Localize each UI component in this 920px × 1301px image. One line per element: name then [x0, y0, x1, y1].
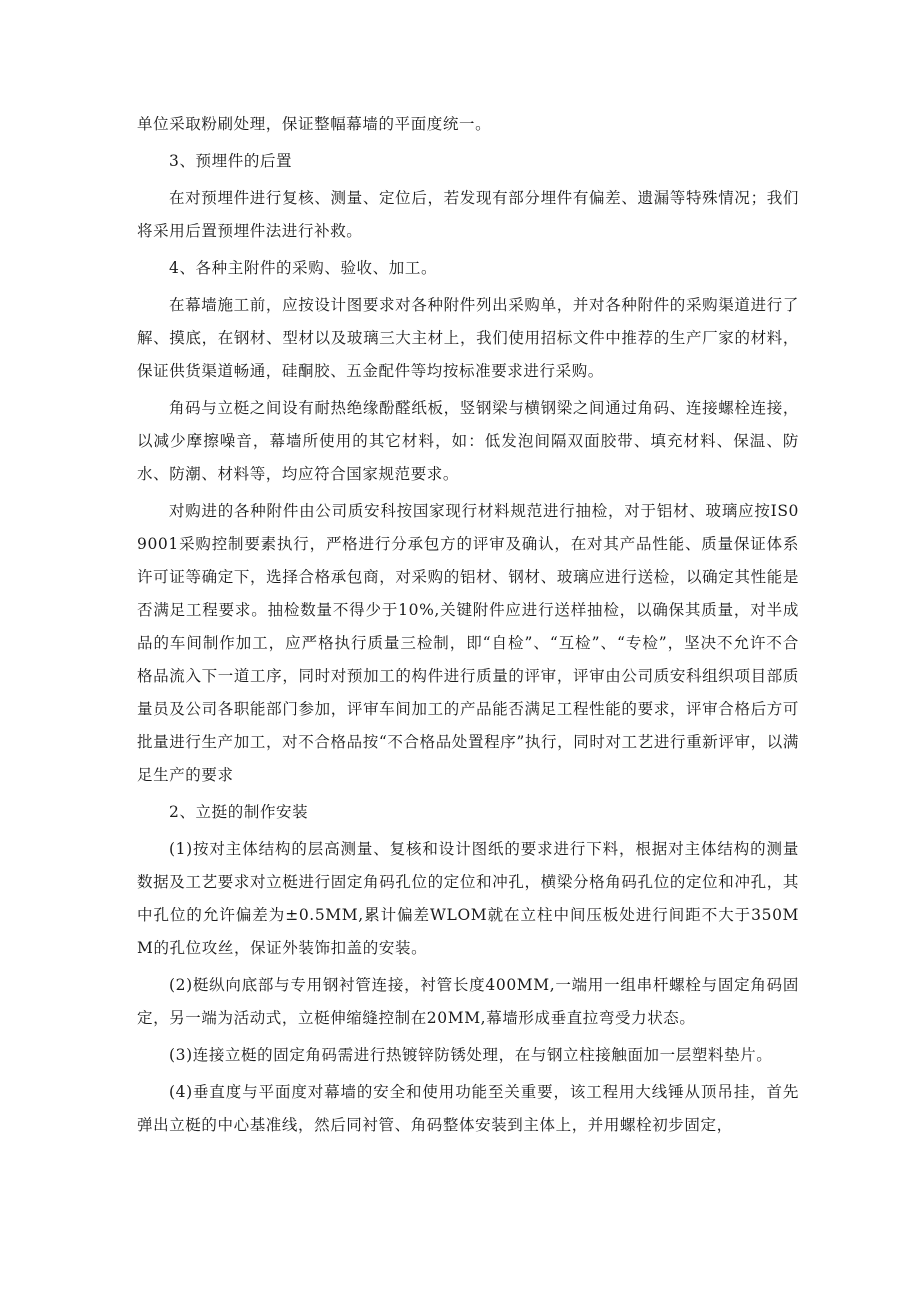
heading-procurement: 4、各种主附件的采购、验收、加工。 — [169, 259, 438, 277]
paragraph-step-2: (2)梃纵向底部与专用钢衬管连接，衬管长度400MM,一端用一组串杆螺栓与固定角码固定，另一端为活动式，立梃伸缩缝控制在20MM,幕墙形成垂直拉弯受力状态。 — [137, 976, 799, 1027]
heading-mullion-install: 2、立挺的制作安装 — [169, 803, 309, 821]
paragraph-embedded-parts: 在对预埋件进行复核、测量、定位后，若发现有部分埋件有偏差、遗漏等特殊情况；我们将采用后置预埋件法进行补救。 — [137, 189, 799, 240]
paragraph-step-1: (1)按对主体结构的层高测量、复核和设计图纸的要求进行下料，根据对主体结构的测量数据及工艺要求对立梃进行固定角码孔位的定位和冲孔，横梁分格角码孔位的定位和冲孔，其中孔位的允许偏差为±0.5MM,累计偏差WLOM就在立柱中间压板处进行间距不大于350MM的孔位攻丝，保证外装饰扣盖的安装。 — [137, 840, 799, 957]
body-text — [137, 108, 799, 1142]
paragraph-step-4: (4)垂直度与平面度对幕墙的安全和使用功能至关重要，该工程用大线锤从顶吊挂，首先弹出立梃的中心基准线，然后同衬管、角码整体安装到主体上，并用螺栓初步固定， — [137, 1083, 799, 1134]
paragraph-continuation: 单位采取粉刷处理，保证整幅幕墙的平面度统一。 — [137, 115, 492, 133]
paragraph-procurement: 在幕墙施工前，应按设计图要求对各种附件列出采购单，并对各种附件的采购渠道进行了解、摸底，在钢材、型材以及玻璃三大主材上，我们使用招标文件中推荐的生产厂家的材料，保证供货渠道畅通，硅酮胶、五金配件等均按标准要求进行采购。 — [137, 296, 799, 380]
paragraph-inspection: 对购进的各种附件由公司质安科按国家现行材料规范进行抽检，对于铝材、玻璃应按IS09001采购控制要素执行，严格进行分承包方的评审及确认，在对其产品性能、质量保证体系许可证等确定下，选择合格承包商，对采购的铝材、钢材、玻璃应进行送检，以确定其性能是否满足工程要求。抽检数量不得少于10%,关键附件应进行送样抽检，以确保其质量，对半成品的车间制作加工，应严格执行质量三检制，即“自检”、“互检”、“专检”，坚决不允许不合格品流入下一道工序，同时对预加工的构件进行质量的评审，评审由公司质安科组织项目部质量员及公司各职能部门参加，评审车间加工的产品能否满足工程性能的要求，评审合格后方可批量进行生产加工，对不合格品按“不合格品处置程序”执行，同时对工艺进行重新评审，以满足生产的要求 — [137, 502, 799, 784]
heading-embedded-parts: 3、预埋件的后置 — [169, 152, 293, 170]
paragraph-step-3: (3)连接立梃的固定角码需进行热镀锌防锈处理，在与钢立柱接触面加一层塑料垫片。 — [169, 1046, 773, 1064]
paragraph-insulation: 角码与立梃之间设有耐热绝缘酚醛纸板，竖钢梁与横钢梁之间通过角码、连接螺栓连接，以减少摩擦噪音，幕墙所使用的其它材料，如：低发泡间隔双面胶带、填充材料、保温、防水、防潮、材料等，均应符合国家规范要求。 — [137, 399, 799, 483]
